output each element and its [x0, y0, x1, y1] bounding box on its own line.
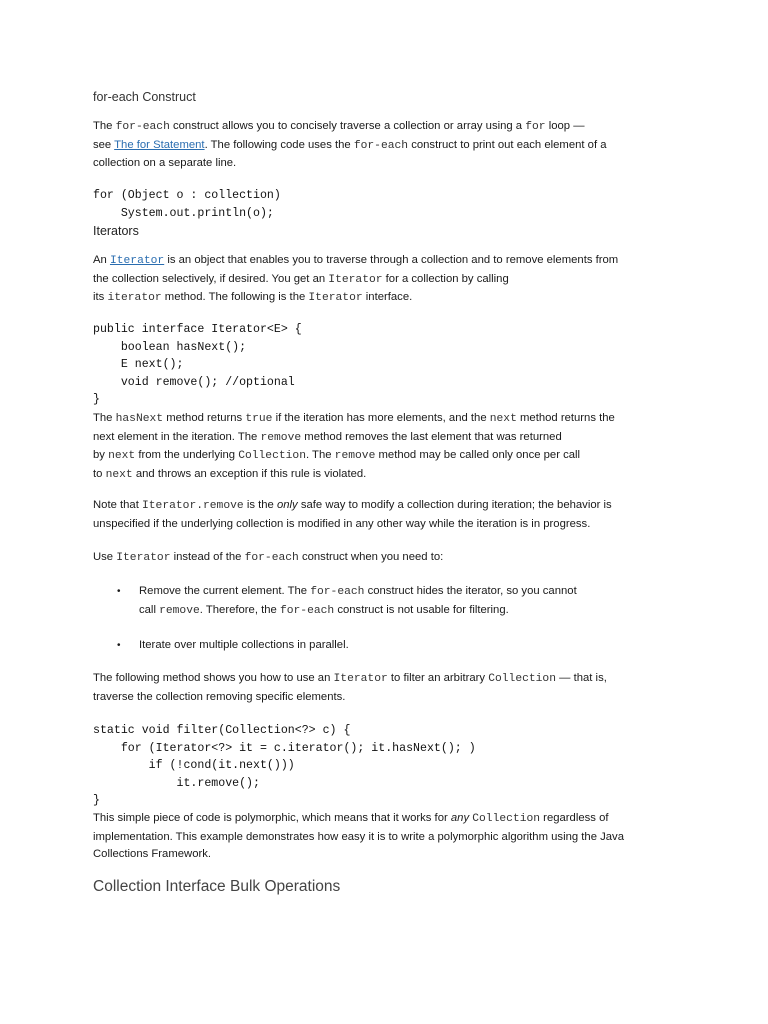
paragraph-filter-method: The following method shows you how to use an Iterator to filter an arbitrary Collection — that is, traverse the collection removing specific elements.	[93, 672, 607, 703]
code-inline: next	[108, 450, 136, 462]
code-inline: for-each	[279, 604, 335, 617]
paragraph-use-iterator: Use Iterator instead of the for-each construct when you need to:	[93, 551, 444, 564]
bullet-icon: •	[117, 640, 121, 651]
code-inline: Iterator	[116, 552, 171, 564]
code-inline: iterator	[107, 292, 162, 304]
code-inline: for-each	[244, 552, 299, 564]
code-inline: remove	[260, 431, 302, 444]
code-inline: remove	[334, 450, 376, 462]
code-block-iterator-interface	[93, 321, 302, 409]
code-line: public interface Iterator<E> {	[93, 323, 302, 336]
code-line: E next();	[93, 358, 184, 372]
code-inline: for-each	[115, 121, 170, 133]
paragraph-hasnext: The hasNext method returns true if the iteration has more elements, and the next method returns the next element in the iteration. The remove method removes the last element that was returned by next from the underlying Collection. The remove method may be called only once per call to next and throws an exception if this rule is violated.	[93, 412, 615, 481]
code-line: for (Iterator<?> it = c.iterator(); it.hasNext(); )	[93, 741, 476, 755]
code-inline: Iterator	[308, 292, 363, 304]
paragraph-for-each-intro: The for-each construct allows you to concisely traverse a collection or array using a for loop — see The for Statement. The following code uses the for-each construct to print out each element of a collection on a separate line.	[93, 120, 607, 169]
code-line: }	[93, 794, 100, 808]
code-line: static void filter(Collection<?> c) {	[93, 724, 351, 737]
heading-for-each-construct: for-each Construct	[93, 90, 196, 104]
code-line: boolean hasNext();	[93, 340, 247, 354]
emphasis: only	[276, 499, 298, 511]
code-block-for-each	[93, 187, 281, 222]
code-inline: next	[489, 413, 517, 425]
link-iterator[interactable]: Iterator	[109, 255, 165, 267]
code-inline: Collection	[488, 673, 556, 685]
code-inline: Collection	[238, 450, 306, 462]
heading-iterators: Iterators	[93, 224, 139, 238]
code-line: it.remove();	[93, 776, 260, 790]
code-line: if (!cond(it.next()))	[93, 759, 295, 773]
paragraph-polymorphic: This simple piece of code is polymorphic, which means that it works for any Collection regardless of implementation. This example demonstrates how easy it is to write a polymorphic algorithm using the Java Collections Framework.	[93, 812, 624, 860]
emphasis: any	[450, 812, 470, 824]
bullet-icon: •	[117, 586, 121, 597]
code-line: System.out.println(o);	[93, 206, 274, 220]
code-inline: for-each	[353, 139, 409, 152]
code-inline: Iterator	[333, 673, 388, 685]
code-inline: Iterator.remove	[141, 500, 244, 512]
code-block-filter	[93, 722, 476, 810]
bullet-list	[93, 583, 683, 655]
list-item: • Remove the current element. The for-each construct hides the iterator, so you cannot call remove. Therefore, the for-each construct is not usable for filtering.	[117, 585, 577, 617]
code-line: for (Object o : collection)	[93, 189, 281, 202]
code-inline: for	[525, 121, 546, 133]
paragraph-iterator-remove: Note that Iterator.remove is the only safe way to modify a collection during iteration; the behavior is unspecified if the underlying collection is modified in any other way while the iteration is in progress.	[93, 499, 612, 530]
code-line: void remove(); //optional	[93, 375, 295, 389]
code-inline: Iterator	[328, 273, 383, 286]
code-inline: hasNext	[115, 413, 164, 425]
paragraph-iterator-intro: An Iterator is an object that enables you to traverse through a collection and to remove elements from the collection selectively, if desired. You get an Iterator for a collection by calling its iterator method. The following is the Iterator interface.	[93, 254, 619, 304]
code-inline: true	[245, 413, 273, 425]
link-for-statement[interactable]: The for Statement	[114, 138, 205, 151]
code-line: }	[93, 393, 100, 407]
code-inline: next	[105, 468, 133, 481]
code-inline: remove	[159, 604, 200, 617]
code-inline: Collection	[472, 813, 541, 825]
list-item: • Iterate over multiple collections in parallel.	[93, 637, 683, 655]
heading-bulk-operations: Collection Interface Bulk Operations	[93, 878, 341, 895]
code-inline: for-each	[310, 586, 365, 598]
